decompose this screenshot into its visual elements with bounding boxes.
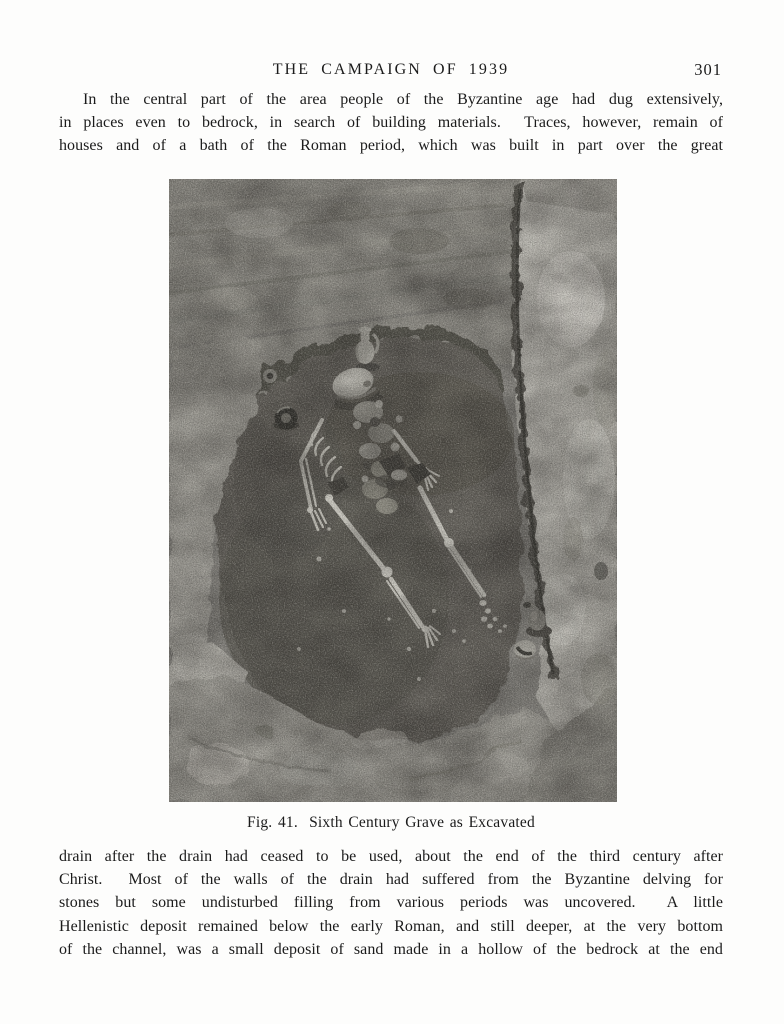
text-line: of the channel, was a small deposit of sand made in a hollow of the bedrock at the end <box>59 940 723 958</box>
photo-grain-light <box>169 179 617 802</box>
figure-photo <box>169 179 617 802</box>
text-line: In the central part of the area people of the Byzantine age had dug extensively, <box>83 91 723 108</box>
paragraph-top <box>59 88 723 158</box>
text-line: stones but some undisturbed filling from various periods was uncovered. A little <box>59 894 723 912</box>
text-line: Christ. Most of the walls of the drain had suffered from the Byzantine delving for <box>59 871 723 889</box>
text-line: houses and of a bath of the Roman period, which was built in part over the great <box>59 137 723 155</box>
excavation-photo-graphic <box>169 179 617 802</box>
paragraph-bottom <box>59 845 723 961</box>
page-number: 301 <box>694 60 722 79</box>
text-line: drain after the drain had ceased to be used, about the end of the third century after <box>59 848 723 865</box>
running-head-title: THE CAMPAIGN OF 1939 <box>272 61 510 78</box>
running-head <box>59 61 723 81</box>
figure-caption: Fig. 41. Sixth Century Grave as Excavated <box>247 814 535 831</box>
text-line: Hellenistic deposit remained below the early Roman, and still deeper, at the very bottom <box>59 917 723 935</box>
text-line: in places even to bedrock, in search of building materials. Traces, however, remain of <box>59 114 723 132</box>
